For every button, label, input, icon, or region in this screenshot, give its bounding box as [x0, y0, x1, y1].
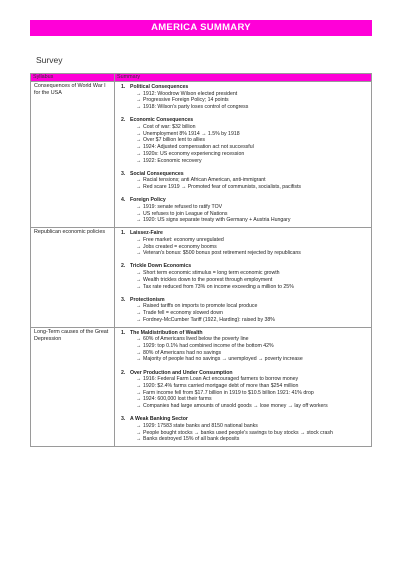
bullet-item: [121, 423, 368, 430]
summary-section: [121, 171, 368, 191]
bullet-text: Companies had large amounts of unsold goods → lose money → lay off workers: [143, 403, 328, 410]
section-number: 3.: [121, 296, 126, 303]
bullet-item: [121, 250, 368, 257]
bullet-text: Fordney-McCumber Tariff (1922, Harding): raised by 38%: [143, 316, 275, 323]
bullet-text: Unemployment 8% 1914 → 1.5% by 1918: [143, 130, 240, 137]
bullet-text: People bought stocks → banks used people's savings to buy stocks → stock crash: [143, 429, 333, 436]
arrow-icon: →: [136, 429, 142, 436]
bullet-text: Majority of people had no savings → unemployed → poverty increase: [143, 356, 303, 363]
section-heading-text: Foreign Policy: [130, 197, 166, 204]
bullet-item: [121, 336, 368, 343]
section-number: 1.: [121, 230, 126, 237]
arrow-icon: →: [136, 236, 142, 243]
summary-section: [121, 263, 368, 290]
arrow-icon: →: [136, 90, 142, 97]
bullet-text: 1929: 17583 state banks and 8150 national banks: [143, 423, 258, 430]
section-heading-text: Over Production and Under Consumption: [130, 369, 233, 376]
bullet-text: 1924: 600,000 lost their farms: [143, 396, 212, 403]
section-heading: [121, 416, 368, 423]
section-heading: [121, 171, 368, 178]
bullet-item: [121, 310, 368, 317]
arrow-icon: →: [136, 97, 142, 104]
bullet-text: 1920: US signs separate treaty with Germany + Austria Hungary: [143, 217, 291, 224]
bullet-item: [121, 317, 368, 324]
bullet-item: [121, 158, 368, 165]
section-heading: [121, 370, 368, 377]
bullet-item: [121, 144, 368, 151]
table-row: [31, 228, 372, 327]
section-number: 4.: [121, 197, 126, 204]
bullet-item: [121, 104, 368, 111]
summary-section: [121, 330, 368, 364]
bullet-item: [121, 390, 368, 397]
section-heading-text: Protectionism: [130, 296, 165, 303]
section-heading: [121, 330, 368, 337]
arrow-icon: →: [136, 396, 142, 403]
bullet-text: Short term economic stimulus = long term economic growth: [143, 270, 280, 277]
bullet-item: [121, 383, 368, 390]
arrow-icon: →: [136, 283, 142, 290]
arrow-icon: →: [136, 303, 142, 310]
summary-column-header: Summary: [115, 74, 372, 82]
section-heading-text: Laissez-Faire: [130, 230, 163, 237]
section-heading-text: Economic Consequences: [130, 117, 194, 124]
syllabus-topic: Republican economic policies: [31, 228, 115, 327]
section-number: 3.: [121, 170, 126, 177]
section-heading-text: The Maldistribution of Wealth: [130, 329, 203, 336]
page-subtitle: Survey: [36, 55, 63, 65]
arrow-icon: →: [136, 423, 142, 430]
arrow-icon: →: [136, 150, 142, 157]
bullet-text: Progressive Foreign Policy; 14 points: [143, 97, 229, 104]
bullet-item: [121, 277, 368, 284]
bullet-item: [121, 376, 368, 383]
summary-cell: [115, 82, 372, 228]
arrow-icon: →: [136, 137, 142, 144]
bullet-text: US refuses to join League of Nations: [143, 210, 228, 217]
summary-section: [121, 230, 368, 257]
bullet-text: Red scare 1919 → Promoted fear of communists, socialists, pacifists: [143, 184, 301, 191]
table-header-row: [31, 74, 372, 82]
summary-section: [121, 370, 368, 410]
table-row: [31, 327, 372, 447]
arrow-icon: →: [136, 124, 142, 131]
arrow-icon: →: [136, 403, 142, 410]
syllabus-topic: Long-Term causes of the Great Depression: [31, 327, 115, 447]
table-body: [31, 82, 372, 447]
bullet-text: 1918: Wilson's party loses control of congress: [143, 104, 249, 111]
bullet-text: Over $7 billion lent to allies: [143, 137, 205, 144]
bullet-text: 80% of Americans had no savings: [143, 349, 222, 356]
arrow-icon: →: [136, 210, 142, 217]
summary-section: [121, 84, 368, 111]
arrow-icon: →: [136, 316, 142, 323]
section-heading-text: Social Consequences: [130, 170, 184, 177]
section-heading-text: Political Consequences: [130, 84, 189, 90]
bullet-text: Raised tariffs on imports to promote local produce: [143, 303, 258, 310]
bullet-item: [121, 244, 368, 251]
page-title: AMERICA SUMMARY: [30, 20, 372, 36]
bullet-item: [121, 217, 368, 224]
bullet-text: Tax rate reduced from 73% on income exceeding a million to 25%: [143, 283, 294, 290]
bullet-text: 1924: Adjusted compensation act not successful: [143, 144, 254, 151]
bullet-item: [121, 237, 368, 244]
bullet-item: [121, 396, 368, 403]
bullet-item: [121, 303, 368, 310]
arrow-icon: →: [136, 217, 142, 224]
arrow-icon: →: [136, 376, 142, 383]
arrow-icon: →: [136, 270, 142, 277]
arrow-icon: →: [136, 343, 142, 349]
arrow-icon: →: [136, 144, 142, 151]
summary-table: [30, 73, 372, 447]
section-heading-text: A Weak Banking Sector: [130, 416, 188, 423]
section-number: 3.: [121, 416, 126, 423]
bullet-text: Cost of war: $32 billion: [143, 124, 196, 131]
bullet-item: [121, 211, 368, 218]
section-heading: [121, 297, 368, 304]
section-number: 2.: [121, 263, 126, 270]
bullet-text: 1920s: US economy experiencing recession: [143, 150, 245, 157]
section-number: 1.: [121, 84, 126, 90]
section-heading: [121, 84, 368, 91]
bullet-text: Trade fell = economy slowed down: [143, 310, 223, 317]
bullet-item: [121, 177, 368, 184]
syllabus-topic: Consequences of World War I for the USA: [31, 82, 115, 228]
bullet-text: 60% of Americans lived below the poverty line: [143, 336, 249, 343]
bullet-item: [121, 131, 368, 138]
bullet-text: Banks destroyed 15% of all bank deposits: [143, 436, 240, 443]
bullet-item: [121, 343, 368, 350]
bullet-item: [121, 91, 368, 98]
bullet-item: [121, 137, 368, 144]
bullet-item: [121, 356, 368, 363]
arrow-icon: →: [136, 157, 142, 164]
bullet-text: 1912: Woodrow Wilson elected president: [143, 90, 238, 97]
table-row: [31, 82, 372, 228]
arrow-icon: →: [136, 204, 142, 211]
summary-section: [121, 297, 368, 324]
section-heading: [121, 117, 368, 124]
arrow-icon: →: [136, 276, 142, 283]
bullet-item: [121, 284, 368, 291]
section-heading: [121, 230, 368, 237]
arrow-icon: →: [136, 389, 142, 396]
arrow-icon: →: [136, 383, 142, 390]
bullet-text: Racial tensions; anti African American, anti-immigrant: [143, 177, 266, 184]
bullet-item: [121, 151, 368, 158]
arrow-icon: →: [136, 356, 142, 363]
bullet-text: Wealth trickles down to the poorest through employment: [143, 276, 273, 283]
section-number: 1.: [121, 329, 126, 336]
bullet-text: Farm income fell from $17.7 billion in 1919 to $10.5 billion 1921: 41% drop: [143, 389, 314, 396]
bullet-text: 1916: Federal Farm Loan Act encouraged farmers to borrow money: [143, 376, 299, 383]
arrow-icon: →: [136, 243, 142, 250]
summary-cell: [115, 228, 372, 327]
section-number: 2.: [121, 369, 126, 376]
arrow-icon: →: [136, 310, 142, 317]
arrow-icon: →: [136, 349, 142, 356]
bullet-text: Free market: economy unregulated: [143, 236, 224, 243]
arrow-icon: →: [136, 104, 142, 111]
arrow-icon: →: [136, 250, 142, 257]
bullet-item: [121, 204, 368, 211]
section-heading: [121, 263, 368, 270]
arrow-icon: →: [136, 130, 142, 137]
bullet-item: [121, 124, 368, 131]
section-heading-text: Trickle Down Economics: [130, 263, 192, 270]
arrow-icon: →: [136, 184, 142, 191]
bullet-text: 1929: top 0.1% had combined income of the bottom 42%: [143, 343, 274, 349]
arrow-icon: →: [136, 436, 142, 443]
arrow-icon: →: [136, 336, 142, 343]
bullet-item: [121, 436, 368, 443]
syllabus-column-header: Syllabus: [31, 74, 115, 82]
bullet-item: [121, 430, 368, 437]
summary-section: [121, 416, 368, 443]
section-number: 2.: [121, 117, 126, 124]
bullet-text: Veteran's bonus: $500 bonus post retirement rejected by republicans: [143, 250, 301, 257]
bullet-item: [121, 270, 368, 277]
arrow-icon: →: [136, 177, 142, 184]
bullet-text: Jobs created = economy booms: [143, 243, 217, 250]
section-heading: [121, 197, 368, 204]
summary-section: [121, 117, 368, 164]
summary-section: [121, 197, 368, 224]
bullet-item: [121, 184, 368, 191]
bullet-item: [121, 350, 368, 357]
bullet-item: [121, 97, 368, 104]
bullet-text: 1920: $2.4% farms carried mortgage debt of more than $254 million: [143, 383, 299, 390]
bullet-text: 1919: senate refused to ratify TOV: [143, 204, 223, 211]
bullet-text: 1922: Economic recovery: [143, 157, 202, 164]
summary-cell: [115, 327, 372, 447]
bullet-item: [121, 403, 368, 410]
